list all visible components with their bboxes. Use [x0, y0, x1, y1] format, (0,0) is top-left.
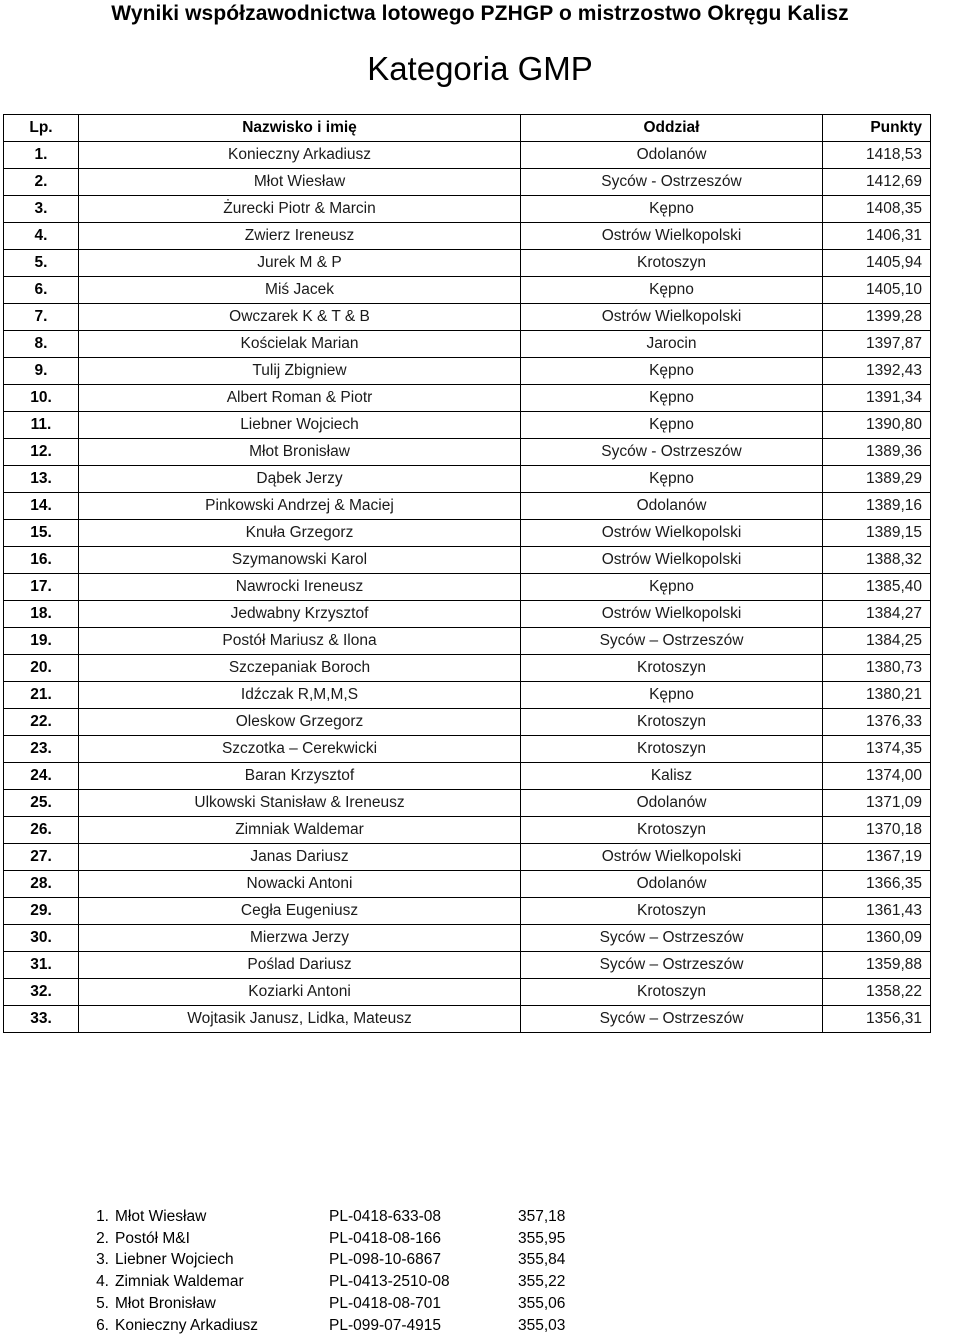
- pigeon-points: 355,95: [518, 1229, 566, 1247]
- cell-branch: Odolanów: [521, 142, 823, 169]
- cell-name: Tulij Zbigniew: [79, 358, 521, 385]
- table-row: [4, 250, 931, 277]
- cell-name: Miś Jacek: [79, 277, 521, 304]
- top-pigeons-list: [70, 1206, 598, 1337]
- cell-points: 1360,09: [823, 925, 931, 952]
- cell-branch: Syców – Ostrzeszów: [521, 1006, 823, 1033]
- cell-points: 1366,35: [823, 871, 931, 898]
- pigeon-points: 355,06: [518, 1295, 566, 1313]
- table-row: [4, 169, 931, 196]
- cell-lp: 28.: [4, 871, 79, 898]
- cell-name: Koziarki Antoni: [79, 979, 521, 1006]
- cell-lp: 21.: [4, 682, 79, 709]
- cell-points: 1418,53: [823, 142, 931, 169]
- cell-points: 1371,09: [823, 790, 931, 817]
- table-row: [4, 979, 931, 1006]
- results-table: [3, 114, 931, 1033]
- table-row: [4, 223, 931, 250]
- table-row: [4, 871, 931, 898]
- cell-name: Janas Dariusz: [79, 844, 521, 871]
- table-row: [4, 547, 931, 574]
- cell-lp: 19.: [4, 628, 79, 655]
- table-row: [4, 817, 931, 844]
- cell-branch: Kępno: [521, 466, 823, 493]
- table-row: [4, 412, 931, 439]
- cell-branch: Ostrów Wielkopolski: [521, 844, 823, 871]
- list-item: [70, 1250, 598, 1272]
- column-header-points: Punkty: [823, 115, 931, 142]
- results-body: [4, 142, 931, 1033]
- cell-points: 1389,16: [823, 493, 931, 520]
- pigeon-owner: Zimniak Waldemar: [115, 1273, 244, 1291]
- pigeon-points: 357,18: [518, 1207, 566, 1225]
- cell-name: Młot Bronisław: [79, 439, 521, 466]
- cell-name: Jedwabny Krzysztof: [79, 601, 521, 628]
- cell-lp: 22.: [4, 709, 79, 736]
- cell-name: Cegła Eugeniusz: [79, 898, 521, 925]
- cell-branch: Syców - Ostrzeszów: [521, 439, 823, 466]
- cell-branch: Krotoszyn: [521, 736, 823, 763]
- column-header-name: Nazwisko i imię: [79, 115, 521, 142]
- cell-branch: Kępno: [521, 385, 823, 412]
- cell-points: 1405,10: [823, 277, 931, 304]
- cell-name: Młot Wiesław: [79, 169, 521, 196]
- cell-lp: 29.: [4, 898, 79, 925]
- table-row: [4, 925, 931, 952]
- cell-points: 1390,80: [823, 412, 931, 439]
- results-header-row: [4, 115, 931, 142]
- table-row: [4, 466, 931, 493]
- list-item: [70, 1315, 598, 1337]
- cell-name: Albert Roman & Piotr: [79, 385, 521, 412]
- cell-branch: Syców – Ostrzeszów: [521, 952, 823, 979]
- cell-lp: 9.: [4, 358, 79, 385]
- cell-lp: 25.: [4, 790, 79, 817]
- cell-name: Liebner Wojciech: [79, 412, 521, 439]
- column-header-lp: Lp.: [4, 115, 79, 142]
- cell-branch: Krotoszyn: [521, 709, 823, 736]
- pigeon-ring-number: PL-0418-08-166: [329, 1229, 442, 1247]
- cell-lp: 10.: [4, 385, 79, 412]
- cell-lp: 1.: [4, 142, 79, 169]
- list-item: [70, 1228, 598, 1250]
- cell-lp: 23.: [4, 736, 79, 763]
- list-item: [70, 1206, 598, 1228]
- table-row: [4, 655, 931, 682]
- pigeon-rank: 3.: [96, 1251, 109, 1269]
- cell-branch: Ostrów Wielkopolski: [521, 520, 823, 547]
- cell-lp: 12.: [4, 439, 79, 466]
- cell-lp: 11.: [4, 412, 79, 439]
- pigeon-ring-number: PL-098-10-6867: [329, 1251, 442, 1269]
- cell-name: Owczarek K & T & B: [79, 304, 521, 331]
- cell-name: Szczepaniak Boroch: [79, 655, 521, 682]
- cell-name: Ulkowski Stanisław & Ireneusz: [79, 790, 521, 817]
- cell-points: 1392,43: [823, 358, 931, 385]
- cell-branch: Ostrów Wielkopolski: [521, 601, 823, 628]
- cell-points: 1380,21: [823, 682, 931, 709]
- pigeon-ring-number: PL-099-07-4915: [329, 1316, 442, 1334]
- cell-points: 1412,69: [823, 169, 931, 196]
- cell-name: Nowacki Antoni: [79, 871, 521, 898]
- cell-points: 1384,25: [823, 628, 931, 655]
- cell-branch: Odolanów: [521, 493, 823, 520]
- cell-name: Szczotka – Cerekwicki: [79, 736, 521, 763]
- cell-lp: 7.: [4, 304, 79, 331]
- document-title: Wyniki współzawodnictwa lotowego PZHGP o mistrzostwo Okręgu Kalisz: [111, 2, 849, 25]
- cell-lp: 27.: [4, 844, 79, 871]
- cell-name: Zwierz Ireneusz: [79, 223, 521, 250]
- cell-points: 1388,32: [823, 547, 931, 574]
- cell-points: 1397,87: [823, 331, 931, 358]
- cell-branch: Ostrów Wielkopolski: [521, 304, 823, 331]
- cell-lp: 6.: [4, 277, 79, 304]
- cell-points: 1389,15: [823, 520, 931, 547]
- cell-lp: 18.: [4, 601, 79, 628]
- column-header-branch: Oddział: [521, 115, 823, 142]
- table-row: [4, 844, 931, 871]
- pigeon-rank: 2.: [96, 1229, 109, 1247]
- list-item: [70, 1293, 598, 1315]
- cell-points: 1399,28: [823, 304, 931, 331]
- table-row: [4, 601, 931, 628]
- table-row: [4, 196, 931, 223]
- pigeon-owner: Liebner Wojciech: [115, 1251, 234, 1269]
- pigeon-points: 355,84: [518, 1251, 566, 1269]
- cell-points: 1385,40: [823, 574, 931, 601]
- cell-branch: Ostrów Wielkopolski: [521, 547, 823, 574]
- pigeon-owner: Młot Wiesław: [115, 1207, 207, 1225]
- cell-lp: 17.: [4, 574, 79, 601]
- cell-name: Nawrocki Ireneusz: [79, 574, 521, 601]
- cell-lp: 5.: [4, 250, 79, 277]
- cell-branch: Kępno: [521, 196, 823, 223]
- pigeon-rank: 4.: [96, 1273, 109, 1291]
- table-row: [4, 331, 931, 358]
- cell-lp: 2.: [4, 169, 79, 196]
- cell-name: Knuła Grzegorz: [79, 520, 521, 547]
- table-row: [4, 709, 931, 736]
- table-row: [4, 952, 931, 979]
- pigeon-rank: 6.: [96, 1316, 109, 1334]
- cell-name: Szymanowski Karol: [79, 547, 521, 574]
- cell-lp: 8.: [4, 331, 79, 358]
- cell-lp: 13.: [4, 466, 79, 493]
- table-row: [4, 736, 931, 763]
- cell-branch: Syców – Ostrzeszów: [521, 925, 823, 952]
- cell-name: Poślad Dariusz: [79, 952, 521, 979]
- cell-name: Idźczak R,M,M,S: [79, 682, 521, 709]
- cell-points: 1374,00: [823, 763, 931, 790]
- cell-lp: 4.: [4, 223, 79, 250]
- cell-points: 1374,35: [823, 736, 931, 763]
- table-row: [4, 1006, 931, 1033]
- table-row: [4, 628, 931, 655]
- table-row: [4, 439, 931, 466]
- cell-branch: Odolanów: [521, 871, 823, 898]
- cell-branch: Syców – Ostrzeszów: [521, 628, 823, 655]
- cell-lp: 16.: [4, 547, 79, 574]
- pigeon-rank: 5.: [96, 1295, 109, 1313]
- cell-name: Pinkowski Andrzej & Maciej: [79, 493, 521, 520]
- cell-lp: 14.: [4, 493, 79, 520]
- cell-points: 1384,27: [823, 601, 931, 628]
- cell-lp: 33.: [4, 1006, 79, 1033]
- table-row: [4, 385, 931, 412]
- pigeon-rank: 1.: [96, 1207, 109, 1225]
- pigeon-ring-number: PL-0418-633-08: [329, 1207, 442, 1225]
- table-row: [4, 898, 931, 925]
- cell-lp: 31.: [4, 952, 79, 979]
- cell-points: 1391,34: [823, 385, 931, 412]
- cell-branch: Kępno: [521, 574, 823, 601]
- cell-branch: Kępno: [521, 358, 823, 385]
- cell-points: 1380,73: [823, 655, 931, 682]
- cell-branch: Krotoszyn: [521, 817, 823, 844]
- cell-branch: Kępno: [521, 277, 823, 304]
- cell-points: 1370,18: [823, 817, 931, 844]
- table-row: [4, 520, 931, 547]
- pigeon-ring-number: PL-0418-08-701: [329, 1295, 442, 1313]
- cell-branch: Krotoszyn: [521, 655, 823, 682]
- top-pigeons-body: [70, 1206, 598, 1337]
- cell-branch: Syców - Ostrzeszów: [521, 169, 823, 196]
- table-row: [4, 790, 931, 817]
- table-row: [4, 277, 931, 304]
- cell-points: 1389,36: [823, 439, 931, 466]
- cell-points: 1408,35: [823, 196, 931, 223]
- table-row: [4, 682, 931, 709]
- cell-lp: 30.: [4, 925, 79, 952]
- cell-points: 1359,88: [823, 952, 931, 979]
- pigeon-owner: Konieczny Arkadiusz: [115, 1316, 259, 1334]
- cell-name: Żurecki Piotr & Marcin: [79, 196, 521, 223]
- cell-name: Zimniak Waldemar: [79, 817, 521, 844]
- cell-branch: Kalisz: [521, 763, 823, 790]
- cell-points: 1376,33: [823, 709, 931, 736]
- cell-branch: Krotoszyn: [521, 979, 823, 1006]
- cell-name: Konieczny Arkadiusz: [79, 142, 521, 169]
- category-heading: Kategoria GMP: [367, 50, 593, 87]
- pigeon-owner: Postół M&I: [115, 1229, 190, 1247]
- table-row: [4, 493, 931, 520]
- cell-lp: 32.: [4, 979, 79, 1006]
- cell-lp: 15.: [4, 520, 79, 547]
- pigeon-points: 355,22: [518, 1273, 566, 1291]
- cell-name: Jurek M & P: [79, 250, 521, 277]
- cell-name: Kościelak Marian: [79, 331, 521, 358]
- cell-branch: Ostrów Wielkopolski: [521, 223, 823, 250]
- cell-points: 1367,19: [823, 844, 931, 871]
- cell-lp: 26.: [4, 817, 79, 844]
- cell-points: 1406,31: [823, 223, 931, 250]
- pigeon-points: 355,03: [518, 1316, 566, 1334]
- cell-branch: Jarocin: [521, 331, 823, 358]
- cell-points: 1356,31: [823, 1006, 931, 1033]
- cell-name: Baran Krzysztof: [79, 763, 521, 790]
- cell-name: Dąbek Jerzy: [79, 466, 521, 493]
- cell-name: Oleskow Grzegorz: [79, 709, 521, 736]
- cell-lp: 20.: [4, 655, 79, 682]
- cell-lp: 3.: [4, 196, 79, 223]
- table-row: [4, 304, 931, 331]
- table-row: [4, 574, 931, 601]
- cell-lp: 24.: [4, 763, 79, 790]
- cell-branch: Kępno: [521, 412, 823, 439]
- cell-name: Postół Mariusz & Ilona: [79, 628, 521, 655]
- pigeon-ring-number: PL-0413-2510-08: [329, 1273, 450, 1291]
- pigeon-owner: Młot Bronisław: [115, 1295, 216, 1313]
- cell-name: Wojtasik Janusz, Lidka, Mateusz: [79, 1006, 521, 1033]
- cell-points: 1361,43: [823, 898, 931, 925]
- table-row: [4, 763, 931, 790]
- cell-name: Mierzwa Jerzy: [79, 925, 521, 952]
- table-row: [4, 142, 931, 169]
- list-item: [70, 1271, 598, 1293]
- cell-branch: Krotoszyn: [521, 898, 823, 925]
- table-row: [4, 358, 931, 385]
- cell-branch: Krotoszyn: [521, 250, 823, 277]
- cell-points: 1405,94: [823, 250, 931, 277]
- cell-points: 1358,22: [823, 979, 931, 1006]
- cell-points: 1389,29: [823, 466, 931, 493]
- cell-branch: Odolanów: [521, 790, 823, 817]
- cell-branch: Kępno: [521, 682, 823, 709]
